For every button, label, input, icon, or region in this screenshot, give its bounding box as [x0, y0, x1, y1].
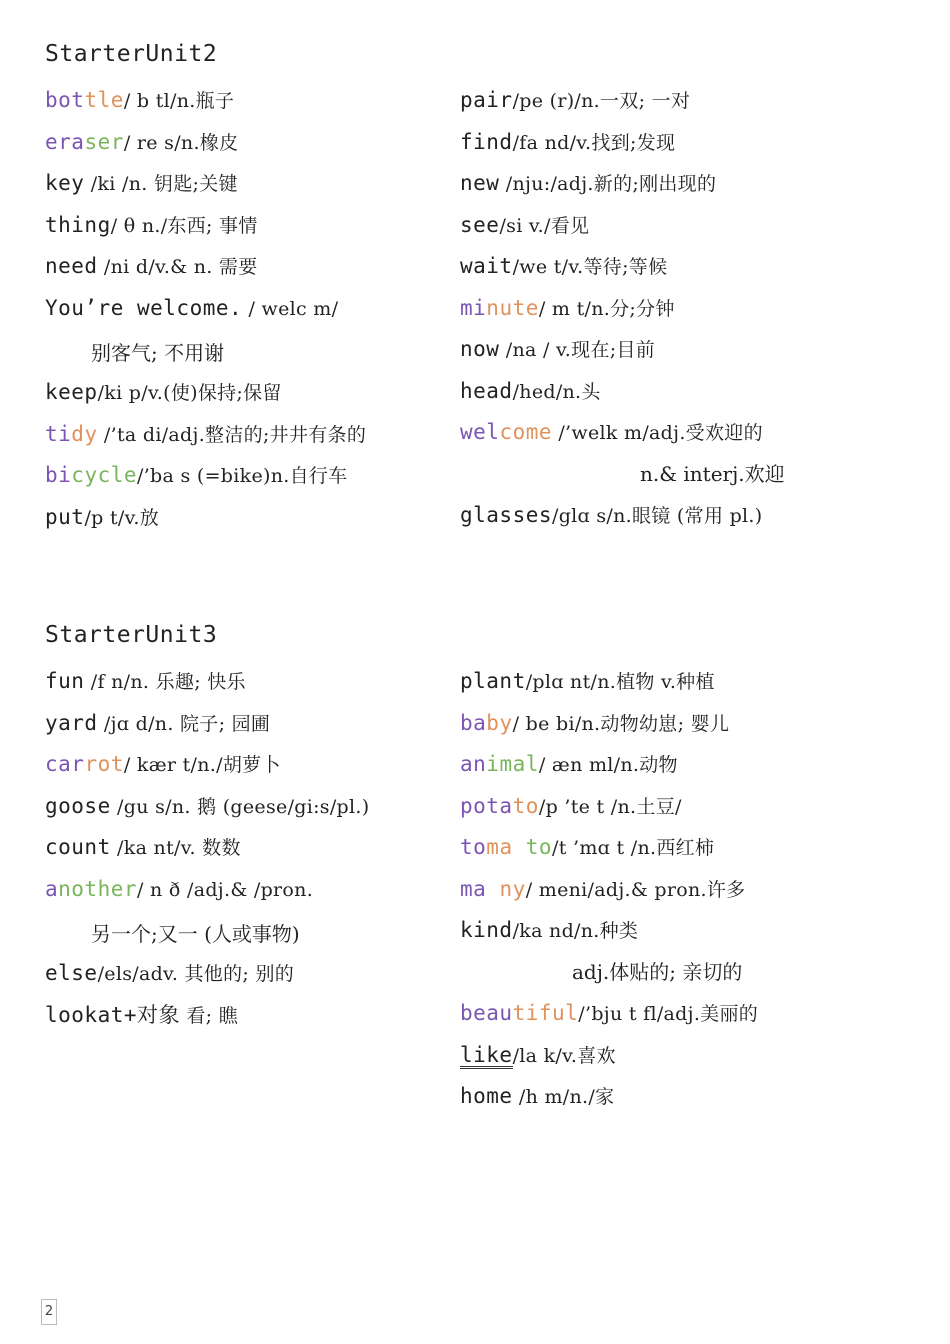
vocab-word	[460, 296, 539, 320]
vocab-entry	[460, 997, 905, 1039]
vocab-word-part: ser	[84, 129, 124, 154]
vocab-entry	[45, 459, 460, 501]
vocab-word-part: head	[460, 378, 513, 403]
section-title: StarterUnit2	[45, 41, 218, 67]
vocab-word-part: mi	[460, 295, 487, 320]
vocab-definition: / æn ml/n.动物	[538, 754, 678, 776]
vocab-entry	[460, 209, 905, 251]
vocab-definition: 看; 瞧	[180, 1004, 238, 1027]
vocab-definition: /’ba s (=bike)n.自行车	[137, 465, 348, 487]
vocab-word-part: find	[460, 129, 513, 154]
vocab-word-part: rot	[84, 752, 124, 776]
vocab-word	[460, 877, 526, 901]
vocab-word	[460, 711, 513, 735]
vocab-entry	[45, 250, 460, 292]
vocab-definition: / m t/n.分;分钟	[538, 297, 675, 320]
vocab-word-part: nother	[58, 876, 138, 901]
vocab-entry	[460, 873, 905, 915]
vocab-columns	[45, 84, 905, 542]
vocab-definition: /la k/v.喜欢	[512, 1044, 616, 1067]
vocab-word-part: ny	[486, 876, 526, 901]
vocab-word-part: wel	[460, 420, 500, 444]
vocab-definition: /h m/n./家	[512, 1086, 615, 1108]
vocab-word-part: like	[460, 1042, 513, 1067]
vocab-word	[45, 380, 98, 404]
vocab-entry	[45, 167, 460, 209]
vocab-word	[460, 752, 539, 776]
vocab-definition: /hed/n.头	[512, 380, 601, 403]
vocab-entry	[45, 418, 460, 460]
vocab-word-part: imal	[486, 752, 539, 776]
vocab-word	[460, 130, 513, 154]
vocab-word	[460, 1044, 513, 1069]
vocab-word-part: new	[460, 171, 500, 195]
vocab-entry	[460, 1039, 905, 1081]
vocab-definition: /ki p/v.(使)保持;保留	[97, 382, 282, 404]
vocab-word-part: kind	[460, 918, 513, 942]
vocab-word-part: plant	[460, 669, 526, 693]
vocab-word	[45, 254, 98, 278]
vocab-entry	[460, 375, 905, 417]
vocab-word-part: wait	[460, 254, 513, 278]
vocab-definition: /’welk m/adj.受欢迎的	[552, 422, 763, 444]
vocab-definition: /we t/v.等待;等候	[512, 256, 668, 278]
section-starter-unit-2	[45, 36, 905, 542]
vocab-word-part: key	[45, 171, 85, 195]
vocab-word	[45, 711, 98, 735]
vocab-word-part: pair	[460, 88, 513, 112]
vocab-entry-continuation: adj.体贴的; 亲切的	[572, 959, 743, 984]
vocab-column-left	[45, 84, 460, 542]
vocab-entry	[460, 333, 905, 375]
vocab-definition: / θ n./东西; 事情	[110, 214, 258, 237]
vocab-entry	[460, 831, 905, 873]
vocab-word-part: ba	[460, 710, 487, 735]
vocab-definition: / welc m/	[242, 297, 339, 320]
vocab-word	[45, 171, 84, 195]
vocab-word	[45, 296, 242, 320]
vocab-entry	[45, 84, 460, 126]
vocab-definition: /si v./看见	[499, 214, 590, 237]
vocab-definition: / n ð /adj.& /pron.	[137, 878, 314, 901]
vocab-definition: /p t/v.放	[84, 506, 159, 529]
vocab-word-part: yard	[45, 710, 98, 735]
vocab-word-part: else	[45, 961, 98, 985]
vocab-definition: /glɑ s/n.眼镜 (常用 pl.)	[552, 505, 763, 527]
vocab-entry	[45, 999, 460, 1041]
vocab-entry	[45, 665, 460, 707]
vocab-entry	[460, 292, 905, 334]
vocab-entry	[45, 707, 460, 749]
vocab-word-part: lookat+对象	[45, 1002, 181, 1027]
section-title: StarterUnit3	[45, 622, 218, 648]
vocab-word-part: car	[45, 752, 85, 776]
vocab-definition: /ka nt/v. 数数	[110, 837, 241, 859]
vocab-definition: / meni/adj.& pron.许多	[525, 878, 746, 901]
vocab-entry-continuation: 别客气; 不用谢	[91, 341, 225, 365]
vocab-word	[45, 130, 124, 154]
vocab-entry	[45, 292, 460, 334]
vocab-word	[460, 337, 499, 361]
vocab-definition: /f n/n. 乐趣; 快乐	[84, 671, 246, 693]
vocab-definition: /gu s/n. 鹅 (geese/gi:s/pl.)	[110, 795, 370, 818]
vocab-column-right	[460, 84, 905, 542]
vocab-definition: /pe (r)/n.一双; 一对	[512, 90, 691, 112]
vocab-word-part: bi	[45, 463, 72, 487]
vocab-word-part: home	[460, 1084, 513, 1108]
vocab-word	[460, 171, 499, 195]
vocab-word	[45, 794, 111, 818]
vocab-word-part: ti	[45, 421, 72, 446]
vocab-word	[45, 505, 84, 529]
vocab-word-part: You’re welcome.	[45, 295, 243, 320]
vocab-word-part: to	[512, 793, 539, 818]
page-number: 2	[41, 1299, 57, 1325]
vocab-word-part: tle	[84, 88, 124, 112]
vocab-definition: / be bi/n.动物幼崽; 婴儿	[512, 712, 730, 735]
vocab-definition: /nju:/adj.新的;刚出现的	[499, 173, 717, 195]
vocab-entry	[45, 831, 460, 873]
vocab-column-left	[45, 665, 460, 1122]
vocab-entry	[45, 790, 460, 832]
vocab-definition: /ni d/v.& n. 需要	[97, 256, 258, 278]
vocab-entry	[460, 416, 905, 458]
vocab-definition: /plɑ nt/n.植物 v.种植	[525, 671, 715, 693]
vocab-entry	[45, 957, 460, 999]
vocab-entry-continuation: 另一个;又一 (人或事物)	[91, 922, 300, 946]
vocab-entry	[460, 1080, 905, 1122]
vocab-word-part: to	[460, 835, 487, 859]
vocab-word	[460, 669, 526, 693]
vocab-word-part: see	[460, 212, 500, 237]
vocab-word-part: need	[45, 254, 98, 278]
vocab-column-right	[460, 665, 905, 1122]
vocab-word-part: an	[460, 752, 487, 776]
vocab-entry	[460, 499, 905, 541]
vocab-word-part: count	[45, 835, 111, 859]
vocab-word-part: bot	[45, 88, 85, 112]
vocab-word	[45, 1003, 180, 1027]
vocab-word-part: glasses	[460, 503, 553, 527]
vocab-word	[45, 835, 111, 859]
vocab-definition: / b tl/n.瓶子	[123, 90, 235, 112]
vocab-word	[460, 835, 552, 859]
vocab-word-part: put	[45, 504, 85, 529]
vocab-definition: /ka nd/n.种类	[512, 920, 639, 942]
vocab-entry	[460, 707, 905, 749]
vocab-entry	[460, 84, 905, 126]
vocab-word-part: ma	[460, 876, 487, 901]
vocab-word-part: dy	[71, 421, 98, 446]
vocab-entry	[460, 250, 905, 292]
vocab-word	[45, 213, 111, 237]
vocab-word-part: beau	[460, 1001, 513, 1025]
vocab-word	[460, 379, 513, 403]
vocab-entry	[45, 873, 460, 915]
vocab-word	[45, 752, 124, 776]
vocab-word-part: come	[499, 420, 553, 444]
vocab-word	[45, 422, 98, 446]
vocab-definition: / kær t/n./胡萝卜	[123, 754, 281, 776]
vocab-word	[460, 213, 499, 237]
vocab-definition: /jɑ d/n. 院子; 园圃	[97, 712, 271, 735]
vocab-definition: / re s/n.橡皮	[123, 131, 239, 154]
vocab-entry	[45, 501, 460, 543]
vocab-definition: /ki /n. 钥匙;关键	[84, 173, 238, 195]
vocab-entry	[45, 748, 460, 790]
vocab-definition: /fa nd/v.找到;发现	[512, 131, 676, 154]
vocab-word-part: thing	[45, 212, 111, 237]
vocab-columns	[45, 665, 905, 1122]
vocab-word-part: keep	[45, 380, 98, 404]
vocab-word	[460, 88, 513, 112]
vocab-entry	[460, 167, 905, 209]
vocab-word	[460, 794, 539, 818]
vocab-word-part: tiful	[512, 1001, 579, 1025]
vocab-definition: /t ’mɑ t /n.西红柿	[552, 837, 715, 859]
vocab-word	[460, 1001, 578, 1025]
vocab-entry-continuation: n.& interj.欢迎	[640, 461, 785, 486]
vocab-word-part: nute	[486, 295, 539, 320]
vocab-definition: /’bju t fl/adj.美丽的	[578, 1003, 759, 1025]
vocab-word	[460, 1084, 513, 1108]
vocab-word-part: now	[460, 337, 500, 361]
vocab-entry	[460, 126, 905, 168]
vocab-word-part: cycle	[71, 463, 138, 487]
vocab-word	[45, 877, 137, 901]
vocab-entry	[460, 914, 905, 956]
section-starter-unit-3	[45, 617, 905, 1122]
vocab-word	[45, 669, 84, 693]
vocab-definition: /’ta di/adj.整洁的;井井有条的	[97, 423, 367, 446]
vocab-word-part: a	[45, 876, 59, 901]
vocab-word	[460, 420, 552, 444]
vocab-entry	[45, 126, 460, 168]
vocab-entry	[460, 790, 905, 832]
vocab-entry	[45, 209, 460, 251]
vocab-word-part: pota	[460, 793, 513, 818]
vocab-word	[460, 254, 513, 278]
vocab-word	[460, 918, 513, 942]
vocab-definition: /na / v.现在;目前	[499, 339, 656, 361]
vocab-definition: /els/adv. 其他的; 别的	[97, 963, 295, 985]
vocab-entry	[460, 748, 905, 790]
vocab-word-part: goose	[45, 793, 111, 818]
vocab-word-part: to	[512, 835, 553, 859]
vocab-word-part: era	[45, 129, 85, 154]
vocab-word-part: ma	[486, 835, 513, 859]
vocab-word	[45, 88, 124, 112]
vocab-entry	[45, 376, 460, 418]
vocab-word	[460, 503, 552, 527]
vocab-word	[45, 463, 137, 487]
vocab-word-part: by	[486, 710, 513, 735]
vocab-word-part: fun	[45, 669, 85, 693]
vocab-definition: /p ’te t /n.土豆/	[538, 795, 682, 818]
vocab-entry	[460, 665, 905, 707]
vocab-word	[45, 961, 98, 985]
